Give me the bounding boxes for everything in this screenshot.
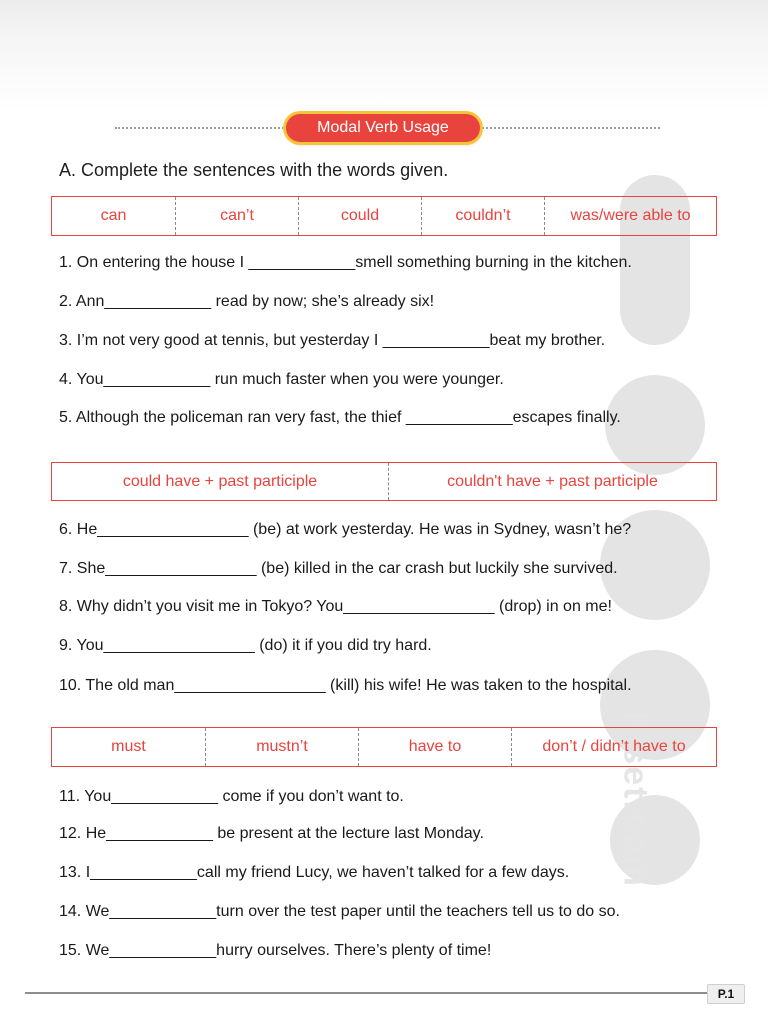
worksheet-title: Modal Verb Usage bbox=[286, 114, 480, 142]
sentence-2: 2. Ann____________ read by now; she’s already six! bbox=[59, 293, 435, 310]
blurred-header-area bbox=[0, 0, 768, 110]
word-option: can bbox=[100, 207, 127, 224]
word-option: don’t / didn’t have to bbox=[511, 728, 716, 766]
title-row bbox=[115, 116, 660, 142]
sentence-13: 13. I____________call my friend Lucy, we haven’t talked for a few days. bbox=[59, 864, 570, 881]
word-option: couldn’t bbox=[421, 197, 544, 235]
word-option: could bbox=[298, 197, 421, 235]
word-option: can’t bbox=[175, 197, 298, 235]
sentence-11: 11. You____________ come if you don’t want to. bbox=[59, 788, 404, 805]
sentence-15: 15. We____________hurry ourselves. There’s plenty of time! bbox=[59, 942, 492, 959]
sentence-1: 1. On entering the house I ____________smell something burning in the kitchen. bbox=[59, 254, 632, 271]
word-option: was/were able to bbox=[544, 197, 716, 235]
sentence-12: 12. He____________ be present at the lecture last Monday. bbox=[59, 825, 484, 842]
sentence-4: 4. You____________ run much faster when you were younger. bbox=[59, 371, 504, 388]
sentence-3: 3. I’m not very good at tennis, but yesterday I ____________beat my brother. bbox=[59, 332, 606, 349]
sentence-9: 9. You_________________ (do) it if you did try hard. bbox=[59, 637, 432, 654]
word-box-2 bbox=[51, 462, 717, 501]
section-a-heading: A. Complete the sentences with the words given. bbox=[59, 160, 449, 180]
watermark-text: hiset.com bbox=[616, 711, 655, 888]
sentence-10: 10. The old man_________________ (kill) his wife! He was taken to the hospital. bbox=[59, 677, 632, 694]
word-option: have to bbox=[358, 728, 511, 766]
sentence-14: 14. We____________turn over the test paper until the teachers tell us to do so. bbox=[59, 903, 620, 920]
word-option: could have + past participle bbox=[122, 472, 318, 490]
word-box-1 bbox=[51, 196, 717, 236]
sentence-5: 5. Although the policeman ran very fast, the thief ____________escapes finally. bbox=[59, 409, 621, 426]
sentence-7: 7. She_________________ (be) killed in the car crash but luckily she survived. bbox=[59, 560, 618, 577]
word-box-3 bbox=[51, 727, 717, 767]
page-number: P.1 bbox=[707, 984, 745, 1004]
sentence-6: 6. He_________________ (be) at work yesterday. He was in Sydney, wasn’t he? bbox=[59, 521, 632, 538]
footer-rule bbox=[25, 992, 715, 994]
sentence-8: 8. Why didn’t you visit me in Tokyo? You_________________ (drop) in on me! bbox=[59, 598, 612, 615]
word-option: couldn't have + past participle bbox=[388, 463, 716, 500]
word-option: must bbox=[111, 738, 146, 755]
word-option: mustn’t bbox=[205, 728, 358, 766]
